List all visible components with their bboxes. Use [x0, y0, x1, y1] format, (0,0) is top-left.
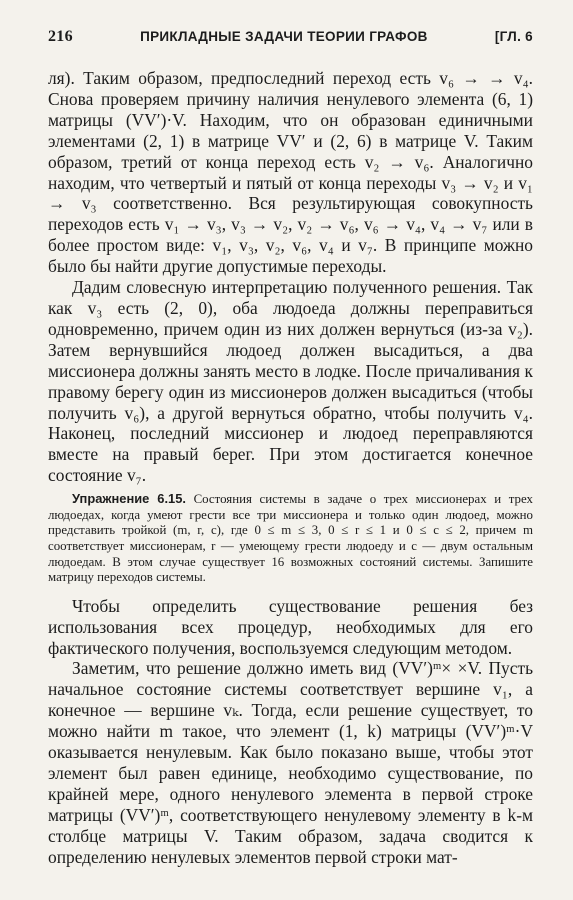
paragraph: ля). Таким образом, предпоследний переход есть v₆ → → v₄. Снова проверяем причину наличия ненулевого элемента (6, 1) матрицы (VV′)·V. Находим, что он образован единичными элементами (2, 1) в матрице VV′ и (2, 6) в матрице V. Таким образом, третий от конца переход есть v₂ → v₆. Аналогично находим, что четвертый и пятый от конца переходы v₃ → v₂ и v₁ → v₃ соответственно. Вся результирующая совокупность переходов есть v₁ → v₃, v₃ → v₂, v₂ → v₆, v₆ → v₄, v₄ → v₇ или в более простом виде: v₁, v₃, v₂, v₆, v₄ и v₇. В принципе можно было бы найти другие допустимые переходы. — [48, 68, 533, 277]
exercise-label: Упражнение 6.15. — [72, 491, 186, 507]
paragraph: Чтобы определить существование решения без использования всех процедур, необходимых для его фактического получения, воспользуемся следующим методом. — [48, 595, 533, 658]
chapter-label: [ГЛ. 6 — [494, 29, 533, 44]
page-number: 216 — [48, 28, 73, 45]
running-header — [48, 28, 533, 52]
exercise-text: Состояния системы в задаче о трех миссионерах и трех людоедах, когда умеют грести все три миссионера и только один людоед, можно представить тройкой (m, r, c), где 0 ≤ m ≤ 3, 0 ≤ r ≤ 1 и 0 ≤ c ≤ 2, причем m соответствует миссионерам, r — умеющему грести людоеду и c — двум остальным людоедам. В этом случае существует 16 возможных состояний системы. Запишите матрицу переходов системы. — [48, 492, 533, 585]
paragraph: Заметим, что решение должно иметь вид (VV′)ᵐ× ×V. Пусть начальное состояние системы соответствует вершине v₁, а конечное — вершине vₖ. Тогда, если решение существует, то можно найти m такое, что элемент (1, k) матрицы (VV′)ᵐ·V оказывается ненулевым. Как было показано выше, чтобы этот элемент был равен единице, необходимо существование, по крайней мере, одного ненулевого элемента в первой строке матрицы (VV′)ᵐ, соответствующего ненулевому элементу в k-м столбце матрицы V. Таким образом, задача сводится к определению ненулевых элементов первой строки мат- — [48, 658, 533, 867]
paragraph: Дадим словесную интерпретацию полученного решения. Так как v₃ есть (2, 0), оба людоеда должны переправиться одновременно, причем один из них должен вернуться (из-за v₂). Затем вернувшийся людоед должен высадиться, а два миссионера должны занять место в лодке. После причаливания к правому берегу один из миссионеров должен высадиться (чтобы получить v₆), а другой вернуться обратно, чтобы получить v₄. Наконец, последний миссионер и людоед переправляются вместе на правый берег. При этом достигается конечное состояние v₇. — [48, 277, 533, 486]
exercise — [48, 491, 533, 586]
running-title: ПРИКЛАДНЫЕ ЗАДАЧИ ТЕОРИИ ГРАФОВ — [140, 29, 428, 44]
